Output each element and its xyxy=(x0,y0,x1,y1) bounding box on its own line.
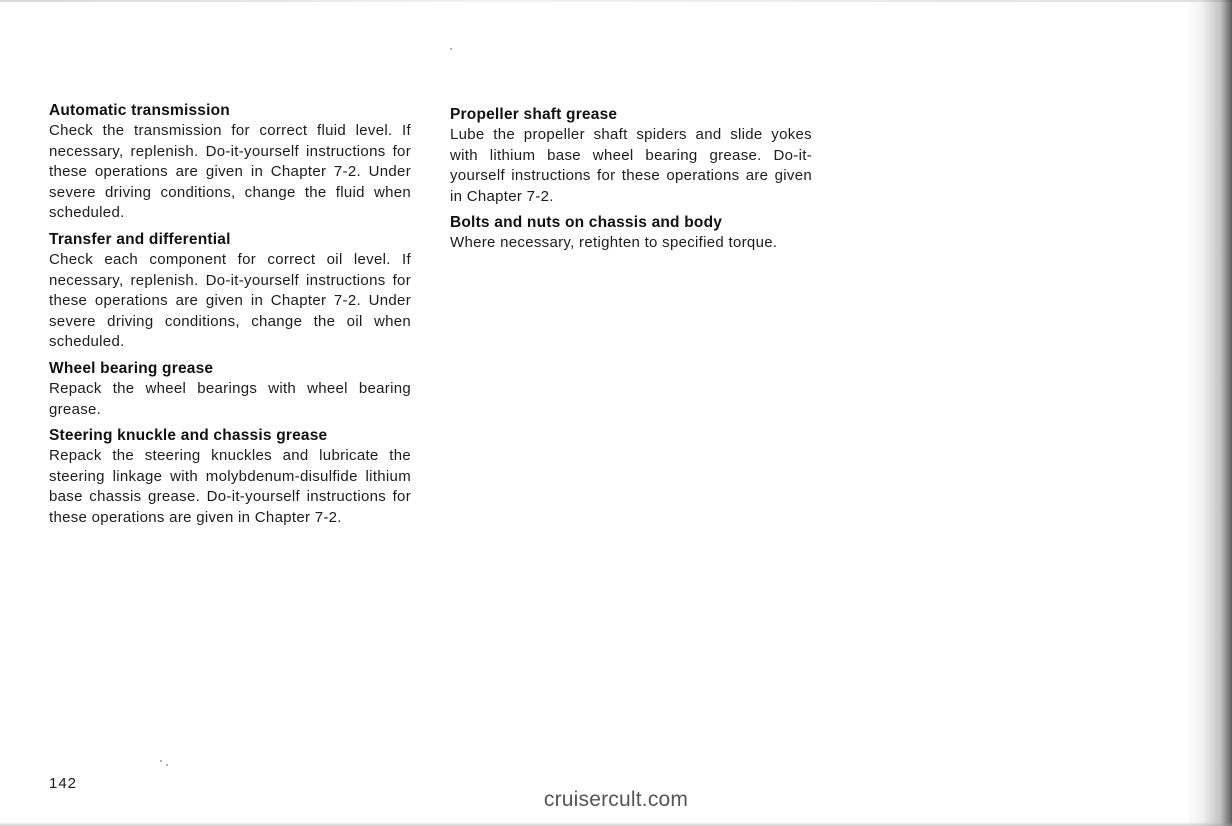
section-body: Where necessary, retighten to specified torque. xyxy=(450,234,778,252)
section-propeller-shaft-grease xyxy=(450,105,812,207)
section-transfer-and-differential xyxy=(49,230,411,353)
right-column xyxy=(450,105,812,260)
left-column xyxy=(49,101,411,535)
watermark: cruisercult.com xyxy=(543,788,689,811)
section-heading: Propeller shaft grease xyxy=(450,106,618,123)
section-heading: Automatic transmission xyxy=(49,102,230,119)
scan-speck xyxy=(450,48,452,50)
section-body: Check each component for correct oil level. If necessary, replenish. Do-it-yourself instructions for these operations are given in Chapter 7-2. Under severe driving conditions, change the oil when scheduled. xyxy=(49,250,411,351)
page-top-edge xyxy=(0,0,1232,2)
section-heading: Transfer and differential xyxy=(49,230,231,248)
section-bolts-and-nuts xyxy=(450,213,812,254)
section-heading: Wheel bearing grease xyxy=(49,359,214,377)
page-bottom-shadow xyxy=(0,822,1232,826)
page-number: 142 xyxy=(49,775,78,792)
section-body: Check the transmission for correct fluid level. If necessary, replenish. Do-it-yourself instructions for these operations are given in Chapter 7-2. Under severe driving conditions, change the fluid when scheduled. xyxy=(49,122,411,222)
section-heading: Steering knuckle and chassis grease xyxy=(49,427,328,445)
section-body: Repack the wheel bearings with wheel bearing grease. xyxy=(49,379,411,418)
section-wheel-bearing-grease xyxy=(49,359,411,420)
book-spine-shadow xyxy=(1186,0,1232,826)
section-steering-knuckle-grease xyxy=(49,426,411,528)
section-body: Repack the steering knuckles and lubricate the steering linkage with molybdenum-disulfide lithium base chassis grease. Do-it-yourself instructions for these operations are given in Chapter 7-2. xyxy=(49,447,411,526)
scan-speck xyxy=(160,760,162,762)
section-heading: Bolts and nuts on chassis and body xyxy=(450,214,723,232)
section-body: Lube the propeller shaft spiders and slide yokes with lithium base wheel bearing grease. Do-it-yourself instructions for these operations are given in Chapter 7-2. xyxy=(450,126,812,205)
section-automatic-transmission xyxy=(49,101,411,224)
scan-speck xyxy=(166,764,168,766)
